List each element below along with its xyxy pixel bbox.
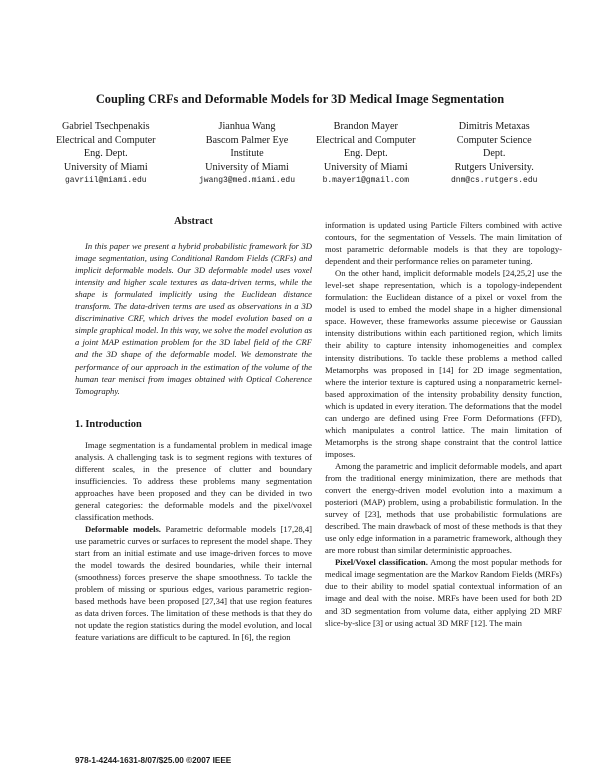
right-paragraph-3: Among the parametric and implicit deformable models, and apart from the traditional energy minimization, there are methods that convert the energy-driven model evolution into a maximum a posteriori (MAP) problem, using a probabilistic formulation. In the survey of [23], methods that use probabilistic formulations are described. The main drawback of most of these methods is that they use only edge information in a parametric framework, although they are more robust than similar deterministic approaches.: [325, 460, 562, 556]
intro-paragraph-2: [75, 523, 312, 643]
author-affiliation: University of Miami: [323, 161, 408, 173]
author-affiliation: Eng. Dept.: [83, 148, 128, 159]
left-column: [75, 216, 312, 644]
author-affiliation: Rutgers University.: [454, 161, 534, 173]
right-paragraph-2: On the other hand, implicit deformable models [24,25,2] use the level-set shape representation, which is a topology-independent formulation: the Euclidean distance of a pixel or voxel from the model is used to embed the model shape in a higher dimensional space. However, these frameworks assume piecewise or Gaussian intensity distributions within each partitioned region, which limits their ability to capture intensity inhomogeneities and complex intensity distributions. To tackle these problems a method called Metamorphs was proposed in [14] for 2D image segmentation, where the interior texture is captured using a nonparametric kernel-based approximation of the intensity probability density function, which is updated in every iteration. The deformations that the model can undergo are defined using Free Form Deformations (FFD), which manipulates a control lattice. The main limitation of Metamorphs is the strong shape constraint that the control lattice imposes.: [325, 268, 562, 459]
author-name: Brandon Mayer: [333, 121, 398, 132]
paragraph-body: Parametric deformable models [17,28,4] use parametric curves or surfaces to represent the model shape. They start from an initial estimate and use image-driven forces to move the model towards the desired boundaries, while their internal (smoothness) forces preserve the shape smoothness. To tackle the problem of missing or spurious edges, various parametric region-based methods have been proposed [27,34] that use region features as data driven forces. The limitation of these methods is that they do not update the region statistics during the model evolution, and local feature variations are difficult to be captured. In [6], the region: [75, 524, 312, 643]
author-name: Jianhua Wang: [218, 121, 276, 132]
author-affiliation: Computer Science: [456, 134, 532, 146]
author-affiliation: Electrical and Computer: [56, 134, 156, 146]
author-affiliation: University of Miami: [63, 161, 148, 173]
author-affiliation: Bascom Palmer Eye: [205, 134, 289, 146]
section-heading-introduction: 1. Introduction: [75, 418, 142, 430]
author-affiliation: Eng. Dept.: [343, 148, 388, 159]
author-email[interactable]: jwang3@med.miami.edu: [199, 176, 296, 185]
author-name: Dimitris Metaxas: [458, 121, 530, 132]
author-affiliation: Institute: [230, 148, 264, 159]
author-affiliation: Electrical and Computer: [316, 134, 416, 146]
author-2: [199, 120, 295, 188]
author-4: [451, 120, 537, 188]
right-paragraph-4: [325, 556, 562, 628]
right-column: [325, 219, 562, 629]
paragraph-body: Among the most popular methods for medical image segmentation are the Markov Random Fields (MRFs) due to their ability to model spatial contextual information of an image and deal with the noise. MRFs have been used for both 2D and 3D segmentation from volume data, either applying 2D MRF slice-by-slice [3] or using actual 3D MRF [12]. The main: [325, 557, 562, 628]
author-affiliation: University of Miami: [205, 161, 289, 173]
intro-paragraph-1: Image segmentation is a fundamental problem in medical image analysis. A challenging task is to segment regions with textures of different scales, in the presence of clutter and boundary insufficiencies. To address these problems many segmentation approaches have been proposed and they can be divided in two general categories: the deformable models and the pixel/voxel classification methods.: [75, 439, 312, 522]
author-email[interactable]: b.mayer1@gmail.com: [322, 176, 409, 185]
author-3: [316, 120, 416, 188]
author-email[interactable]: dnm@cs.rutgers.edu: [451, 176, 538, 185]
author-email[interactable]: gavriil@miami.edu: [64, 176, 147, 185]
right-paragraph-1: information is updated using Particle Filters combined with active contours, for the segmentation of Vessels. The main limitation of most parametric deformable models is that they are topology-dependent and their performance relies on parameter tuning.: [325, 220, 562, 267]
author-name: Gabriel Tsechpenakis: [61, 121, 150, 132]
abstract-text: In this paper we present a hybrid probabilistic framework for 3D image segmentation, using Conditional Random Fields (CRFs) and implicit deformable models. Our 3D deformable model uses voxel intensity and higher scale textures as data-driven terms, while the shape is formulated implicitly using the Euclidean distance transform. The data-driven terms are used as observations in a 3D discriminative CRF, which drives the model evolution based on a simple graphical model. In this way, we solve the model evolution as a joint MAP estimation problem for the 3D label field of the CRF and the 3D shape of the deformable model. We demonstrate the performance of our approach in the estimation of the volume of the human tear menisci from images obtained with Optical Coherence Tomography.: [75, 241, 312, 396]
copyright-footer: 978-1-4244-1631-8/07/$25.00 ©2007 IEEE: [75, 756, 232, 765]
paragraph-lead-deformable-models: Deformable models.: [85, 524, 161, 535]
paragraph-lead-pixel-voxel: Pixel/Voxel classification.: [335, 557, 428, 568]
author-1: [56, 120, 156, 188]
abstract-heading: Abstract: [174, 216, 213, 227]
author-affiliation: Dept.: [483, 148, 506, 159]
paper-title: Coupling CRFs and Deformable Models for 3D Medical Image Segmentation: [95, 92, 505, 106]
